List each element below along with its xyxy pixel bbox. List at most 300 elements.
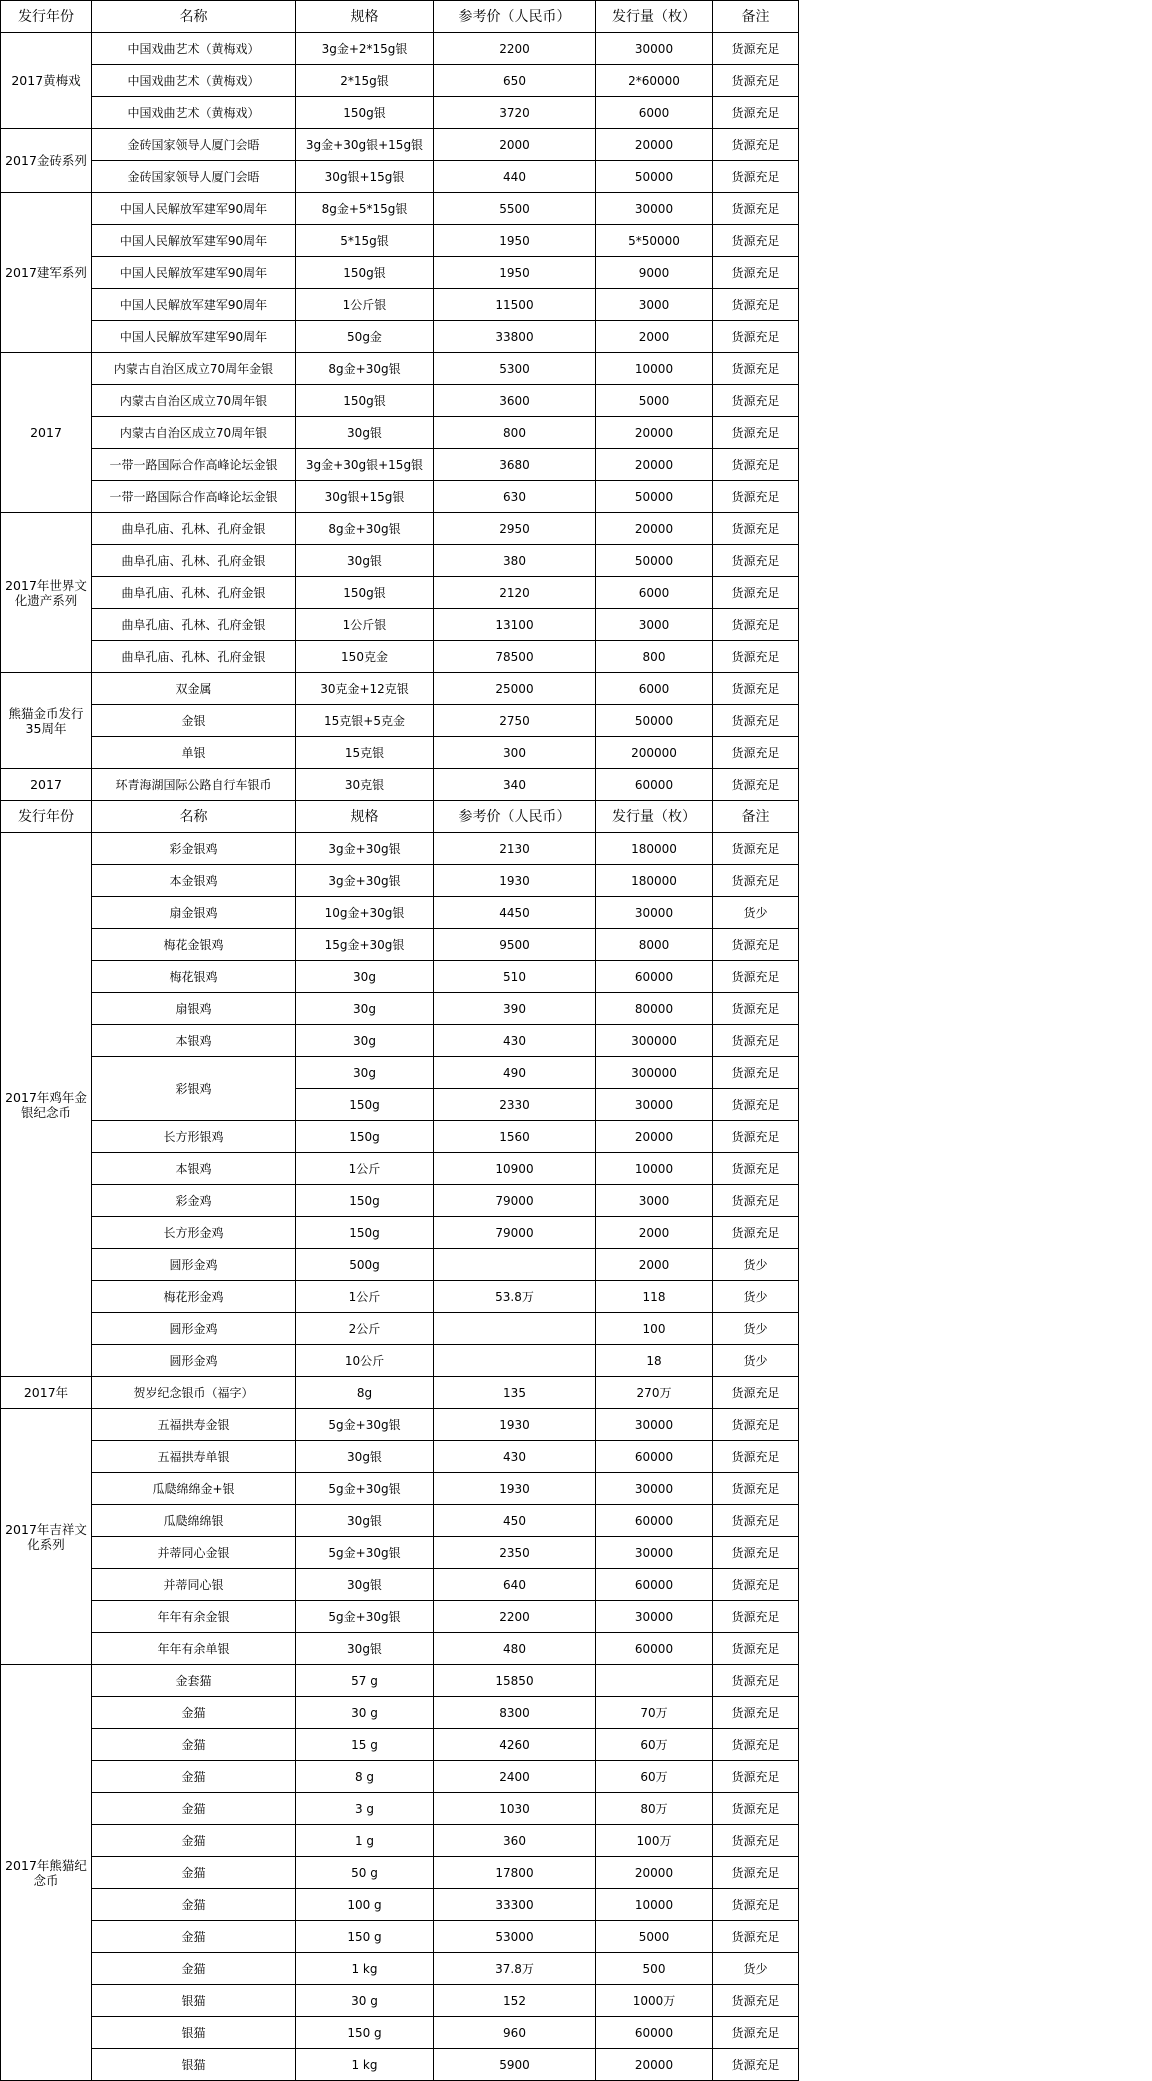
coin-price: 1930	[434, 865, 596, 897]
coin-note: 货源充足	[713, 993, 799, 1025]
coin-name: 并蒂同心银	[92, 1569, 296, 1601]
coin-name: 中国人民解放军建军90周年	[92, 257, 296, 289]
table-row	[1, 193, 799, 225]
coin-note: 货源充足	[713, 1217, 799, 1249]
coin-name: 彩金银鸡	[92, 833, 296, 865]
coin-quantity: 10000	[596, 1889, 713, 1921]
coin-name: 中国人民解放军建军90周年	[92, 321, 296, 353]
coin-quantity: 50000	[596, 705, 713, 737]
coin-price: 430	[434, 1025, 596, 1057]
coin-spec: 1公斤	[296, 1153, 434, 1185]
coin-name: 曲阜孔庙、孔林、孔府金银	[92, 609, 296, 641]
coin-name: 内蒙古自治区成立70周年金银	[92, 353, 296, 385]
coin-spec: 15g金+30g银	[296, 929, 434, 961]
coin-quantity: 30000	[596, 193, 713, 225]
coin-note: 货源充足	[713, 1153, 799, 1185]
coin-spec: 100 g	[296, 1889, 434, 1921]
coin-quantity: 18	[596, 1345, 713, 1377]
table-row	[1, 897, 799, 929]
coin-spec: 150 g	[296, 2017, 434, 2049]
coin-price: 1930	[434, 1409, 596, 1441]
coin-note: 货源充足	[713, 865, 799, 897]
coin-price: 510	[434, 961, 596, 993]
coin-quantity: 20000	[596, 417, 713, 449]
header-quantity: 发行量（枚）	[596, 1, 713, 33]
table-row	[1, 257, 799, 289]
header-name: 名称	[92, 801, 296, 833]
coin-quantity: 80万	[596, 1793, 713, 1825]
coin-price: 8300	[434, 1697, 596, 1729]
table-row	[1, 1601, 799, 1633]
coin-quantity: 800	[596, 641, 713, 673]
coin-price: 152	[434, 1985, 596, 2017]
coin-quantity: 50000	[596, 545, 713, 577]
table-row	[1, 129, 799, 161]
coin-note: 货源充足	[713, 609, 799, 641]
coin-spec: 150g银	[296, 385, 434, 417]
coin-quantity: 60000	[596, 1569, 713, 1601]
coin-price: 2000	[434, 129, 596, 161]
coin-note: 货源充足	[713, 1025, 799, 1057]
coin-spec: 30克金+12克银	[296, 673, 434, 705]
coin-quantity: 5*50000	[596, 225, 713, 257]
table-row	[1, 1761, 799, 1793]
coin-name: 五福拱寿金银	[92, 1409, 296, 1441]
coin-note: 货源充足	[713, 1921, 799, 1953]
coin-name: 中国人民解放军建军90周年	[92, 225, 296, 257]
coin-price: 2950	[434, 513, 596, 545]
coin-quantity: 2*60000	[596, 65, 713, 97]
issue-year-cell: 2017年吉祥文化系列	[1, 1409, 92, 1665]
coin-price: 53000	[434, 1921, 596, 1953]
header-year: 发行年份	[1, 1, 92, 33]
coin-name: 金猫	[92, 1697, 296, 1729]
coin-quantity	[596, 1665, 713, 1697]
coin-name: 曲阜孔庙、孔林、孔府金银	[92, 577, 296, 609]
coin-note: 货源充足	[713, 705, 799, 737]
coin-note: 货源充足	[713, 1569, 799, 1601]
coin-quantity: 60000	[596, 1633, 713, 1665]
coin-note: 货源充足	[713, 289, 799, 321]
coin-price: 11500	[434, 289, 596, 321]
coin-name: 金猫	[92, 1793, 296, 1825]
coin-price: 480	[434, 1633, 596, 1665]
coin-note: 货源充足	[713, 1889, 799, 1921]
table-row	[1, 1793, 799, 1825]
coin-spec: 30 g	[296, 1697, 434, 1729]
coin-note: 货少	[713, 1345, 799, 1377]
coin-note: 货源充足	[713, 513, 799, 545]
coin-note: 货源充足	[713, 449, 799, 481]
coin-note: 货源充足	[713, 1057, 799, 1089]
coin-spec: 5g金+30g银	[296, 1409, 434, 1441]
coin-note: 货源充足	[713, 737, 799, 769]
coin-price: 360	[434, 1825, 596, 1857]
coin-quantity: 30000	[596, 1537, 713, 1569]
coin-quantity: 3000	[596, 609, 713, 641]
coin-spec: 30g银	[296, 1441, 434, 1473]
coin-price: 4260	[434, 1729, 596, 1761]
coin-note: 货源充足	[713, 545, 799, 577]
coin-name: 曲阜孔庙、孔林、孔府金银	[92, 513, 296, 545]
coin-spec: 30g	[296, 993, 434, 1025]
coin-spec: 30g银+15g银	[296, 161, 434, 193]
coin-price: 2400	[434, 1761, 596, 1793]
table-row	[1, 2017, 799, 2049]
coin-quantity: 5000	[596, 385, 713, 417]
coin-quantity: 100万	[596, 1825, 713, 1857]
coin-quantity: 6000	[596, 673, 713, 705]
coin-note: 货源充足	[713, 769, 799, 801]
coin-spec: 8g金+30g银	[296, 353, 434, 385]
coin-quantity: 60000	[596, 961, 713, 993]
coin-quantity: 3000	[596, 289, 713, 321]
coin-name: 双金属	[92, 673, 296, 705]
coin-quantity: 30000	[596, 1601, 713, 1633]
coin-name: 梅花形金鸡	[92, 1281, 296, 1313]
coin-quantity: 6000	[596, 97, 713, 129]
table-row	[1, 737, 799, 769]
coin-spec: 150g	[296, 1121, 434, 1153]
coin-price: 1950	[434, 257, 596, 289]
coin-quantity: 30000	[596, 897, 713, 929]
coin-spec: 1 kg	[296, 1953, 434, 1985]
coin-note: 货源充足	[713, 321, 799, 353]
coin-spec: 8g金+30g银	[296, 513, 434, 545]
table-row	[1, 449, 799, 481]
coin-spec: 3g金+2*15g银	[296, 33, 434, 65]
coin-note: 货源充足	[713, 1537, 799, 1569]
table-row	[1, 1985, 799, 2017]
coin-quantity: 60万	[596, 1761, 713, 1793]
coin-note: 货源充足	[713, 1857, 799, 1889]
header-price: 参考价（人民币）	[434, 801, 596, 833]
table-row	[1, 1857, 799, 1889]
coin-quantity: 10000	[596, 1153, 713, 1185]
coin-note: 货源充足	[713, 1505, 799, 1537]
coin-quantity: 20000	[596, 449, 713, 481]
coin-note: 货源充足	[713, 225, 799, 257]
table-row	[1, 673, 799, 705]
coin-note: 货源充足	[713, 577, 799, 609]
coin-name: 瓜瓞绵绵银	[92, 1505, 296, 1537]
coin-note: 货源充足	[713, 1601, 799, 1633]
issue-year-cell: 2017金砖系列	[1, 129, 92, 193]
table-row	[1, 1697, 799, 1729]
issue-year-cell: 2017	[1, 769, 92, 801]
issue-year-cell: 2017建军系列	[1, 193, 92, 353]
coin-name: 银猫	[92, 2049, 296, 2081]
table-row	[1, 1825, 799, 1857]
header-note: 备注	[713, 801, 799, 833]
coin-price: 10900	[434, 1153, 596, 1185]
coin-spec: 8 g	[296, 1761, 434, 1793]
coin-note: 货源充足	[713, 1409, 799, 1441]
coin-price: 3680	[434, 449, 596, 481]
coin-spec: 150g银	[296, 257, 434, 289]
coin-note: 货源充足	[713, 65, 799, 97]
coin-spec: 30 g	[296, 1985, 434, 2017]
coin-quantity: 60000	[596, 769, 713, 801]
coin-price: 9500	[434, 929, 596, 961]
coin-spec: 150g	[296, 1185, 434, 1217]
coin-quantity: 300000	[596, 1057, 713, 1089]
table-row	[1, 1473, 799, 1505]
coin-spec: 150g银	[296, 97, 434, 129]
issue-year-cell: 2017年鸡年金银纪念币	[1, 833, 92, 1377]
coin-name: 金猫	[92, 1857, 296, 1889]
coin-spec: 2公斤	[296, 1313, 434, 1345]
coin-name: 本金银鸡	[92, 865, 296, 897]
table-row	[1, 577, 799, 609]
coin-note: 货少	[713, 1249, 799, 1281]
table-row	[1, 1729, 799, 1761]
table-row	[1, 417, 799, 449]
coin-price: 2120	[434, 577, 596, 609]
coin-price: 440	[434, 161, 596, 193]
table-row	[1, 321, 799, 353]
coin-price: 37.8万	[434, 1953, 596, 1985]
coin-name: 单银	[92, 737, 296, 769]
coin-note: 货源充足	[713, 1697, 799, 1729]
table-row	[1, 1377, 799, 1409]
coin-name: 一带一路国际合作高峰论坛金银	[92, 449, 296, 481]
coin-price: 380	[434, 545, 596, 577]
coin-name: 彩金鸡	[92, 1185, 296, 1217]
header-note: 备注	[713, 1, 799, 33]
coin-note: 货源充足	[713, 193, 799, 225]
coin-name: 银猫	[92, 1985, 296, 2017]
issue-year-cell: 2017年熊猫纪念币	[1, 1665, 92, 2081]
table-row	[1, 289, 799, 321]
coin-price: 4450	[434, 897, 596, 929]
table-row	[1, 1889, 799, 1921]
coin-spec: 1 g	[296, 1825, 434, 1857]
coin-note: 货源充足	[713, 257, 799, 289]
coin-quantity: 1000万	[596, 1985, 713, 2017]
coin-spec: 30g银	[296, 545, 434, 577]
coin-spec: 8g金+5*15g银	[296, 193, 434, 225]
table-row	[1, 1409, 799, 1441]
coin-price: 2350	[434, 1537, 596, 1569]
coin-note: 货源充足	[713, 1729, 799, 1761]
coin-note: 货源充足	[713, 1185, 799, 1217]
coin-quantity: 20000	[596, 1121, 713, 1153]
coin-quantity: 50000	[596, 161, 713, 193]
coin-name: 金猫	[92, 1953, 296, 1985]
coin-price: 1560	[434, 1121, 596, 1153]
table-row	[1, 161, 799, 193]
coin-name: 金银	[92, 705, 296, 737]
coin-quantity: 5000	[596, 1921, 713, 1953]
coin-note: 货源充足	[713, 353, 799, 385]
coin-spec: 1公斤	[296, 1281, 434, 1313]
coin-note: 货源充足	[713, 161, 799, 193]
coin-quantity: 60000	[596, 1441, 713, 1473]
header-row	[1, 1, 799, 33]
coin-name: 内蒙古自治区成立70周年银	[92, 385, 296, 417]
coin-quantity: 10000	[596, 353, 713, 385]
coin-quantity: 180000	[596, 865, 713, 897]
table-row	[1, 1921, 799, 1953]
coin-name: 彩银鸡	[92, 1057, 296, 1121]
table-row	[1, 1249, 799, 1281]
coin-note: 货源充足	[713, 481, 799, 513]
coin-spec: 30g	[296, 1025, 434, 1057]
coin-quantity: 30000	[596, 1473, 713, 1505]
coin-spec: 30g银	[296, 1569, 434, 1601]
coin-spec: 150g	[296, 1217, 434, 1249]
coin-spec: 50 g	[296, 1857, 434, 1889]
header-quantity: 发行量（枚）	[596, 801, 713, 833]
coin-spec: 5g金+30g银	[296, 1601, 434, 1633]
table-row	[1, 1569, 799, 1601]
header-spec: 规格	[296, 801, 434, 833]
table-row	[1, 545, 799, 577]
coin-note: 货源充足	[713, 961, 799, 993]
coin-name: 扇金银鸡	[92, 897, 296, 929]
coin-note: 货源充足	[713, 33, 799, 65]
coin-note: 货源充足	[713, 385, 799, 417]
coin-name: 长方形金鸡	[92, 1217, 296, 1249]
coin-spec: 5g金+30g银	[296, 1473, 434, 1505]
coin-quantity: 118	[596, 1281, 713, 1313]
coin-price	[434, 1249, 596, 1281]
coin-spec: 57 g	[296, 1665, 434, 1697]
table-row	[1, 1217, 799, 1249]
coin-spec: 1公斤银	[296, 289, 434, 321]
issue-year-cell: 2017年	[1, 1377, 92, 1409]
header-row	[1, 801, 799, 833]
table-row	[1, 833, 799, 865]
coin-name: 环青海湖国际公路自行车银币	[92, 769, 296, 801]
coin-spec: 3g金+30g银	[296, 865, 434, 897]
table-row	[1, 1537, 799, 1569]
coin-spec: 150g	[296, 1089, 434, 1121]
table-row	[1, 865, 799, 897]
coin-note: 货源充足	[713, 129, 799, 161]
coin-spec: 3 g	[296, 1793, 434, 1825]
table-row	[1, 1505, 799, 1537]
coin-spec: 10公斤	[296, 1345, 434, 1377]
coin-price: 13100	[434, 609, 596, 641]
coin-name: 并蒂同心金银	[92, 1537, 296, 1569]
coin-name: 瓜瓞绵绵金+银	[92, 1473, 296, 1505]
table-row	[1, 353, 799, 385]
coin-quantity: 8000	[596, 929, 713, 961]
coin-note: 货源充足	[713, 417, 799, 449]
coin-note: 货源充足	[713, 1761, 799, 1793]
coin-quantity: 20000	[596, 1857, 713, 1889]
coin-name: 圆形金鸡	[92, 1249, 296, 1281]
coin-price: 2200	[434, 33, 596, 65]
coin-quantity: 500	[596, 1953, 713, 1985]
coin-price: 640	[434, 1569, 596, 1601]
table-row	[1, 993, 799, 1025]
coin-note: 货源充足	[713, 1985, 799, 2017]
coin-spec: 50g金	[296, 321, 434, 353]
coin-spec: 30g银	[296, 1505, 434, 1537]
coin-spec: 500g	[296, 1249, 434, 1281]
coin-quantity: 50000	[596, 481, 713, 513]
table-row	[1, 1953, 799, 1985]
coin-spec: 150克金	[296, 641, 434, 673]
coin-name: 圆形金鸡	[92, 1313, 296, 1345]
coin-price: 79000	[434, 1217, 596, 1249]
coin-quantity: 270万	[596, 1377, 713, 1409]
coin-note: 货源充足	[713, 1633, 799, 1665]
issue-year-cell: 2017黄梅戏	[1, 33, 92, 129]
table-row	[1, 961, 799, 993]
coin-name: 金猫	[92, 1889, 296, 1921]
coin-price: 3600	[434, 385, 596, 417]
coin-price: 15850	[434, 1665, 596, 1697]
coin-price: 33800	[434, 321, 596, 353]
coin-name: 曲阜孔庙、孔林、孔府金银	[92, 641, 296, 673]
table-row	[1, 1345, 799, 1377]
coin-quantity: 60000	[596, 2017, 713, 2049]
coin-note: 货源充足	[713, 1473, 799, 1505]
coin-spec: 3g金+30g银+15g银	[296, 129, 434, 161]
coin-note: 货源充足	[713, 97, 799, 129]
coin-spec: 10g金+30g银	[296, 897, 434, 929]
coin-note: 货源充足	[713, 1441, 799, 1473]
header-price: 参考价（人民币）	[434, 1, 596, 33]
coin-name: 扇银鸡	[92, 993, 296, 1025]
coin-quantity: 100	[596, 1313, 713, 1345]
table-row	[1, 641, 799, 673]
coin-quantity: 2000	[596, 1249, 713, 1281]
coin-name: 银猫	[92, 2017, 296, 2049]
coin-price: 1930	[434, 1473, 596, 1505]
coin-spec: 150g银	[296, 577, 434, 609]
coin-price: 650	[434, 65, 596, 97]
coin-name: 金猫	[92, 1921, 296, 1953]
coin-note: 货源充足	[713, 833, 799, 865]
coin-note: 货源充足	[713, 2049, 799, 2081]
coin-name: 圆形金鸡	[92, 1345, 296, 1377]
coin-name: 长方形银鸡	[92, 1121, 296, 1153]
issue-year-cell: 熊猫金币发行35周年	[1, 673, 92, 769]
coin-price: 5900	[434, 2049, 596, 2081]
coin-note: 货源充足	[713, 2017, 799, 2049]
coin-name: 金猫	[92, 1825, 296, 1857]
coin-name: 中国人民解放军建军90周年	[92, 193, 296, 225]
coin-note: 货源充足	[713, 1793, 799, 1825]
coin-note: 货源充足	[713, 641, 799, 673]
coin-name: 金砖国家领导人厦门会晤	[92, 129, 296, 161]
table-row	[1, 929, 799, 961]
table-row	[1, 1025, 799, 1057]
coin-price: 79000	[434, 1185, 596, 1217]
coin-price: 390	[434, 993, 596, 1025]
coin-spec: 30g银	[296, 417, 434, 449]
coin-note: 货少	[713, 897, 799, 929]
coin-name: 年年有余单银	[92, 1633, 296, 1665]
coin-name: 曲阜孔庙、孔林、孔府金银	[92, 545, 296, 577]
table-row	[1, 385, 799, 417]
coin-name: 内蒙古自治区成立70周年银	[92, 417, 296, 449]
coin-note: 货少	[713, 1313, 799, 1345]
table-row	[1, 1313, 799, 1345]
coin-note: 货源充足	[713, 1121, 799, 1153]
coin-price: 1950	[434, 225, 596, 257]
coin-spec: 30g银	[296, 1633, 434, 1665]
table-row	[1, 1121, 799, 1153]
coin-price: 25000	[434, 673, 596, 705]
coin-price	[434, 1313, 596, 1345]
table-row	[1, 1633, 799, 1665]
